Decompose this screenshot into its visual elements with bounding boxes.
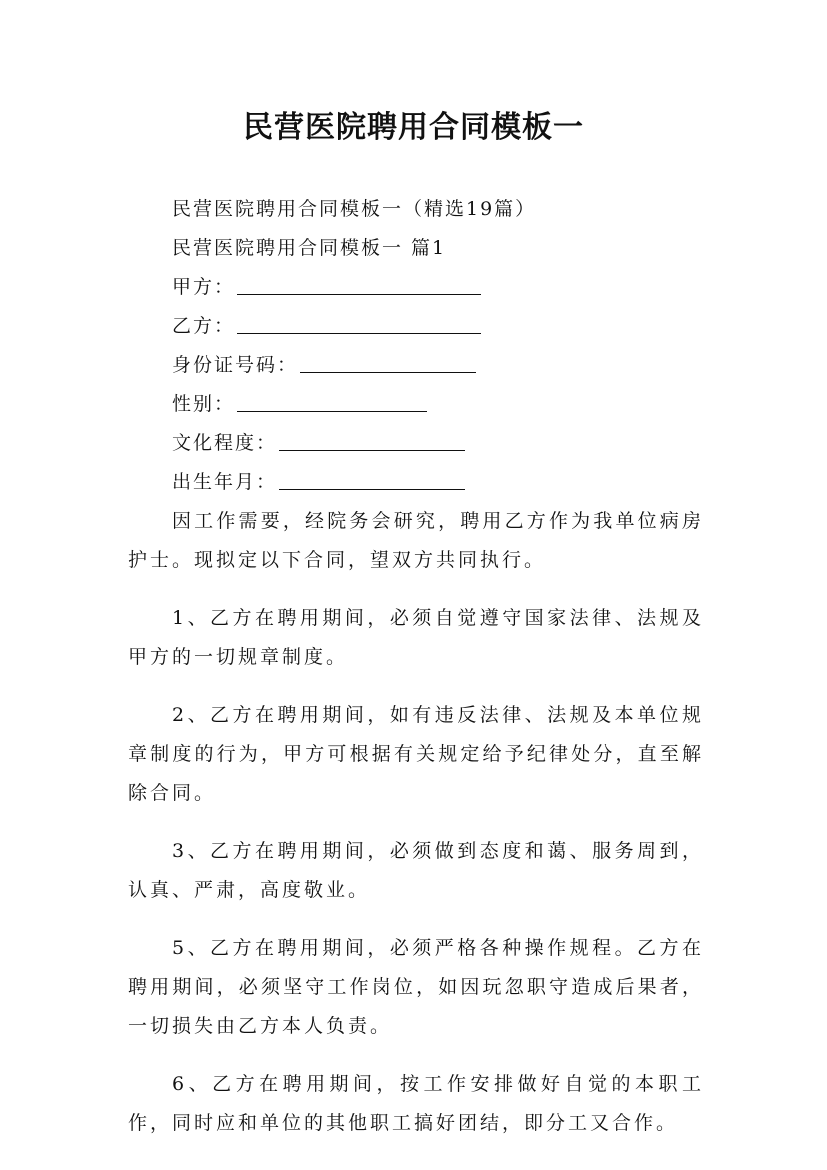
- field-label: 甲方：: [172, 276, 236, 298]
- paragraph: 5、乙方在聘用期间，必须严格各种操作规程。乙方在聘用期间，必须坚守工作岗位，如因玩忽职守造成后果者，一切损失由乙方本人负责。: [128, 937, 704, 1037]
- field-label: 乙方：: [172, 315, 236, 337]
- field-label: 性别：: [172, 393, 236, 415]
- document-body: [128, 190, 704, 1162]
- education-blank-line: [279, 428, 465, 451]
- paragraph: 6、乙方在聘用期间，按工作安排做好自觉的本职工作，同时应和单位的其他职工搞好团结，即分工又合作。: [128, 1073, 704, 1134]
- birth-date-blank-line: [279, 467, 465, 490]
- education-field: [172, 424, 704, 463]
- paragraph: 2、乙方在聘用期间，如有违反法律、法规及本单位规章制度的行为，甲方可根据有关规定给予纪律处分，直至解除合同。: [128, 704, 704, 804]
- id-number-blank-line: [300, 350, 476, 373]
- field-label: 出生年月：: [172, 471, 278, 493]
- field-label: 文化程度：: [172, 432, 278, 454]
- paragraph: 3、乙方在聘用期间，必须做到态度和蔼、服务周到，认真、严肃，高度敬业。: [128, 840, 704, 901]
- party-a-blank-line: [237, 272, 481, 295]
- paragraph: 1、乙方在聘用期间，必须自觉遵守国家法律、法规及甲方的一切规章制度。: [128, 607, 704, 668]
- party-b-blank-line: [237, 311, 481, 334]
- section-heading: 民营医院聘用合同模板一 篇1: [172, 237, 447, 259]
- document-title: 民营医院聘用合同模板一: [243, 110, 584, 145]
- gender-blank-line: [237, 389, 427, 412]
- id-number-field: [172, 346, 704, 385]
- field-label: 身份证号码：: [172, 354, 299, 376]
- gender-field: [172, 385, 704, 424]
- birth-date-field: [172, 463, 704, 502]
- subtitle: 民营医院聘用合同模板一（精选19篇）: [172, 198, 537, 220]
- paragraph: 因工作需要，经院务会研究，聘用乙方作为我单位病房护士。现拟定以下合同，望双方共同执行。: [128, 510, 704, 571]
- party-a-field: [172, 268, 704, 307]
- party-b-field: [172, 307, 704, 346]
